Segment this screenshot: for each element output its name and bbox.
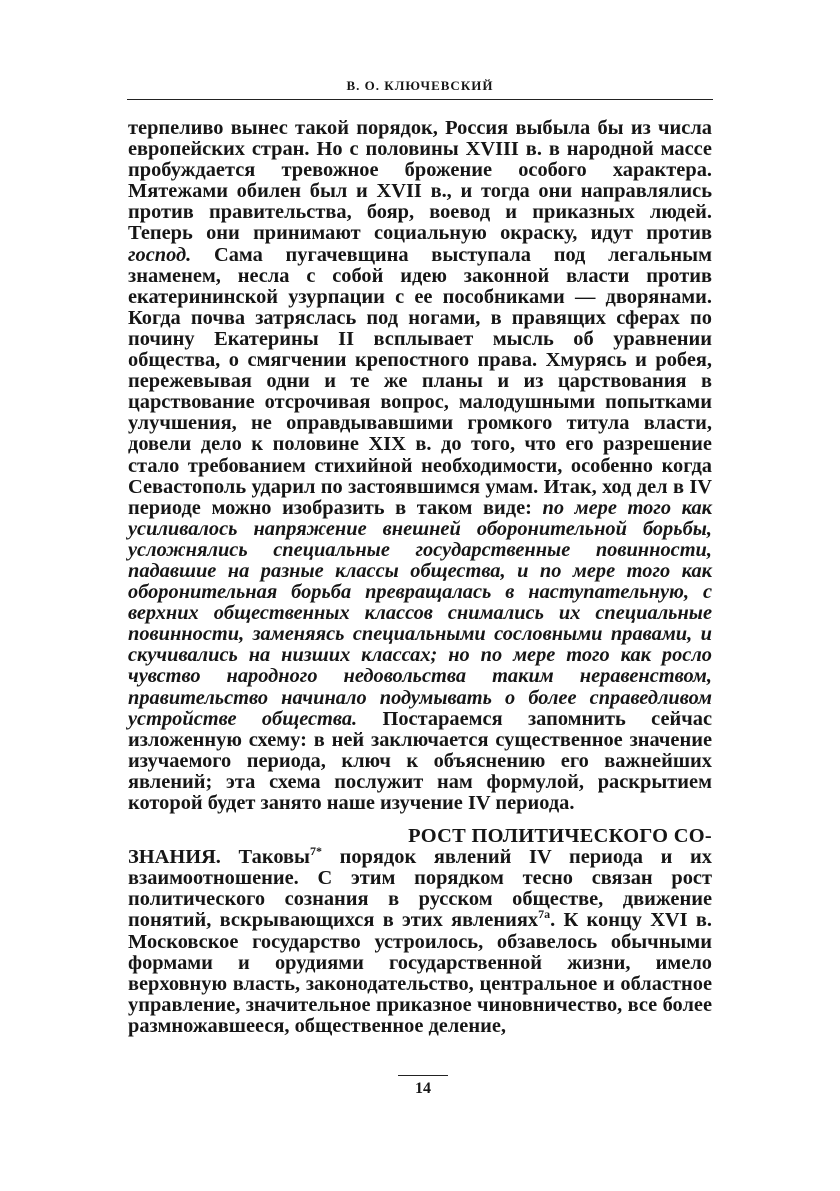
running-head: В. О. КЛЮЧЕВСКИЙ [346, 78, 494, 93]
paragraph-2-end: . К концу XVI в. Московское государство устроилось, обзавелось обычными формами и орудиями государственной жизни, имело верховную власть, законодательство, центральное и областное управление, значительное приказное чиновничество, все более размножавшееся, общественное деление, [128, 909, 712, 1037]
footnote-ref-7: 7* [309, 844, 322, 859]
paragraph-2-start: ЗНАНИЯ. Таковы [128, 846, 310, 869]
emphasis-gospod: господ. [128, 243, 192, 266]
paragraph-1-text-b: Сама пугачевщина выступала под легальным знаменем, несла с собой идею законной власти против екатерининской узурпации с ее пособниками — дворянами. Когда почва затряслась под ногами, в правящих сферах по почину Екатерины II всплывает мысль об уравнении общества, о смягчении крепостного права. Хмурясь и робея, пережевывая одни и те же планы и из царствования в царствование отсрочивая вопрос, малодушными попытками улучшения, не оправдывавшими громкого титула власти, довели дело к половине XIX в. до того, что его разрешение стало требованием стихийной необходимости, особенно когда Севастополь ударил по застоявшимся умам. Итак, ход дел в IV периоде можно изобразить в таком виде: [128, 243, 712, 519]
paragraph-1-text-a: терпеливо вынес такой порядок, Россия выбыла бы из числа европейских стран. Но с половины XVIII в. в народной массе пробуждается тревожное брожение особого характера. Мятежами обилен был и XVII в., и тогда они направлялись против правительства, бояр, воевод и приказных людей. Теперь они принимают социальную окраску, идут против [128, 117, 712, 245]
footnote-ref-7a: 7а [538, 907, 551, 922]
paragraph-2-mid: порядок явлений IV периода и их взаимоотношение. С этим порядком тесно связан рост политического сознания в русском обществе, движение понятий, вскрывающихся в этих явлениях [128, 846, 712, 932]
paragraph-1 [128, 118, 712, 814]
emphasis-scheme: по мере того как усиливалось напряжение внешней оборонительной борьбы, усложнялись специальные государственные повинности, падавшие на разные классы общества, и по мере того как оборонительная борьба превращалась в наступательную, с верхних общественных классов снимались их специальные повинности, заменяясь специальными сословными правами, и скучивались на низших классах; но по мере того как росло чувство народного недовольства таким неравенством, правительство начинало подумывать о более справедливом устройстве общества. [128, 496, 712, 730]
header-rule [127, 99, 713, 100]
section-heading: РОСТ ПОЛИТИЧЕСКОГО СО- [408, 825, 712, 848]
page-body [128, 118, 712, 1037]
paragraph-1-text-c: Постараемся запомнить сейчас изложенную схему: в ней заключается существенное значение изучаемого периода, ключ к объяснению его важнейших явлений; эта схема послужит нам формулой, раскрытием которой будет занято наше изучение IV периода. [128, 707, 712, 814]
page-number-rule [398, 1075, 448, 1076]
page-number: 14 [415, 1080, 431, 1097]
paragraph-2 [128, 844, 712, 1037]
